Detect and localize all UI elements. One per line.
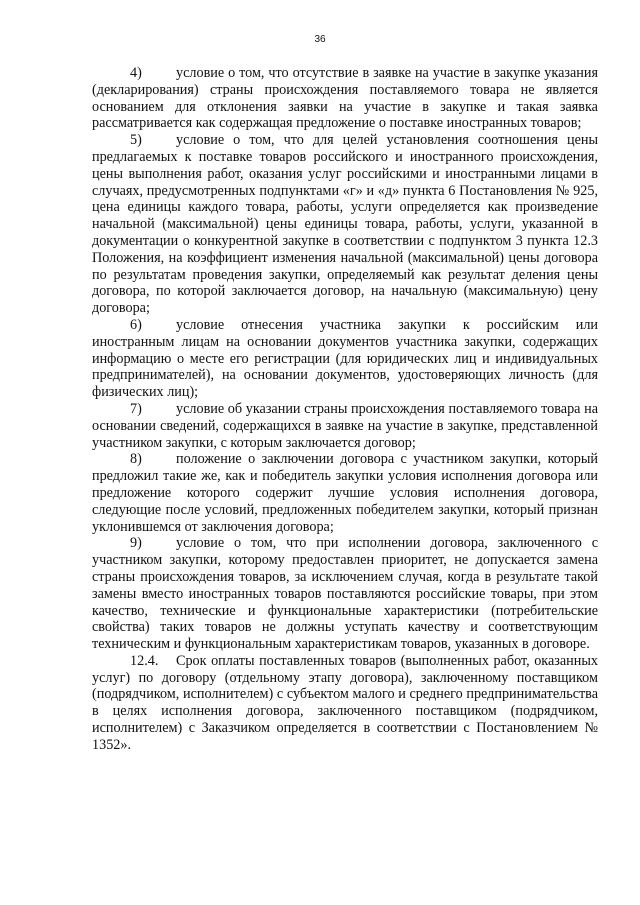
item-text: условие отнесения участника закупки к российским или иностранным лицам на основании документов участника закупки, содержащих информацию о месте его регистрации (для юридических лиц и индивидуальных предпринимателей), на основании документов, удостоверяющих личность (для физических лиц); (92, 316, 598, 401)
item-text: условие о том, что при исполнении договора, заключенного с участником закупки, которому предоставлен приоритет, не допускается замена страны происхождения товаров, за исключением случая, когда в результате такой замены вместо иностранных товаров поставляются российские товары, при этом качество, технические и функциональные характеристики (потребительские свойства) таких товаров не должны уступать качеству и соответствующим техническим и функциональным характеристикам товаров, указанных в договоре. (92, 535, 598, 653)
page-number: 36 (314, 34, 326, 45)
item-text: условие о том, что отсутствие в заявке на участие в закупке указания (декларирования) страны происхождения поставляемого товара не является основанием для отклонения заявки на участие в закупке и такая заявка рассматривается как содержащая предложение о поставке иностранных товаров; (92, 65, 598, 132)
list-item (92, 132, 598, 317)
item-text: условие об указании страны происхождения поставляемого товара на основании сведений, содержащихся в заявке на участие в закупке, представленной участником закупки, с которым заключается договор; (92, 400, 598, 451)
section-paragraph (92, 653, 598, 754)
list-item (92, 65, 598, 132)
list-item (92, 401, 598, 451)
item-number: 7) (130, 400, 142, 417)
list-item (92, 317, 598, 401)
item-number: 9) (130, 535, 142, 552)
item-number: 5) (130, 132, 142, 149)
item-number: 8) (130, 451, 142, 468)
item-number: 6) (130, 316, 142, 333)
section-text: Срок оплаты поставленных товаров (выполненных работ, оказанных услуг) по договору (отдельному этапу договора), заключенному поставщиком (подрядчиком, исполнителем) с субъектом малого и среднего предпринимательства в целях исполнения договора, заключенного поставщиком (подрядчиком, исполнителем) с Заказчиком определяется в соответствии с Постановлением № 1352». (92, 652, 598, 753)
document-body (92, 65, 598, 754)
item-text: условие о том, что для целей установления соотношения цены предлагаемых к поставке товаров российского и иностранного происхождения, цены выполнения работ, оказания услуг российскими и иностранными лицами в случаях, предусмотренных подпунктами «г» и «д» пункта 6 Постановления № 925, цена единицы каждого товара, работы, услуги определяется как произведение начальной (максимальной) цены единицы товара, работы, услуги, указанной в документации о конкурентной закупке в соответствии с подпунктом 3 пункта 12.3 Положения, на коэффициент изменения начальной (максимальной) цены договора по результатам проведения закупки, определяемый как результат деления цены договора, по которой заключается договор, на начальную (максимальную) цену договора; (92, 132, 598, 317)
section-number: 12.4. (130, 652, 159, 669)
item-number: 4) (130, 65, 142, 81)
item-text: положение о заключении договора с участником закупки, который предложил такие же, как и победитель закупки условия исполнения договора или предложение которого содержит лучшие условия исполнения договора, следующие после условий, предложенных победителем закупки, который признан уклонившемся от заключения договора; (92, 451, 598, 535)
list-item (92, 451, 598, 535)
list-item (92, 535, 598, 653)
